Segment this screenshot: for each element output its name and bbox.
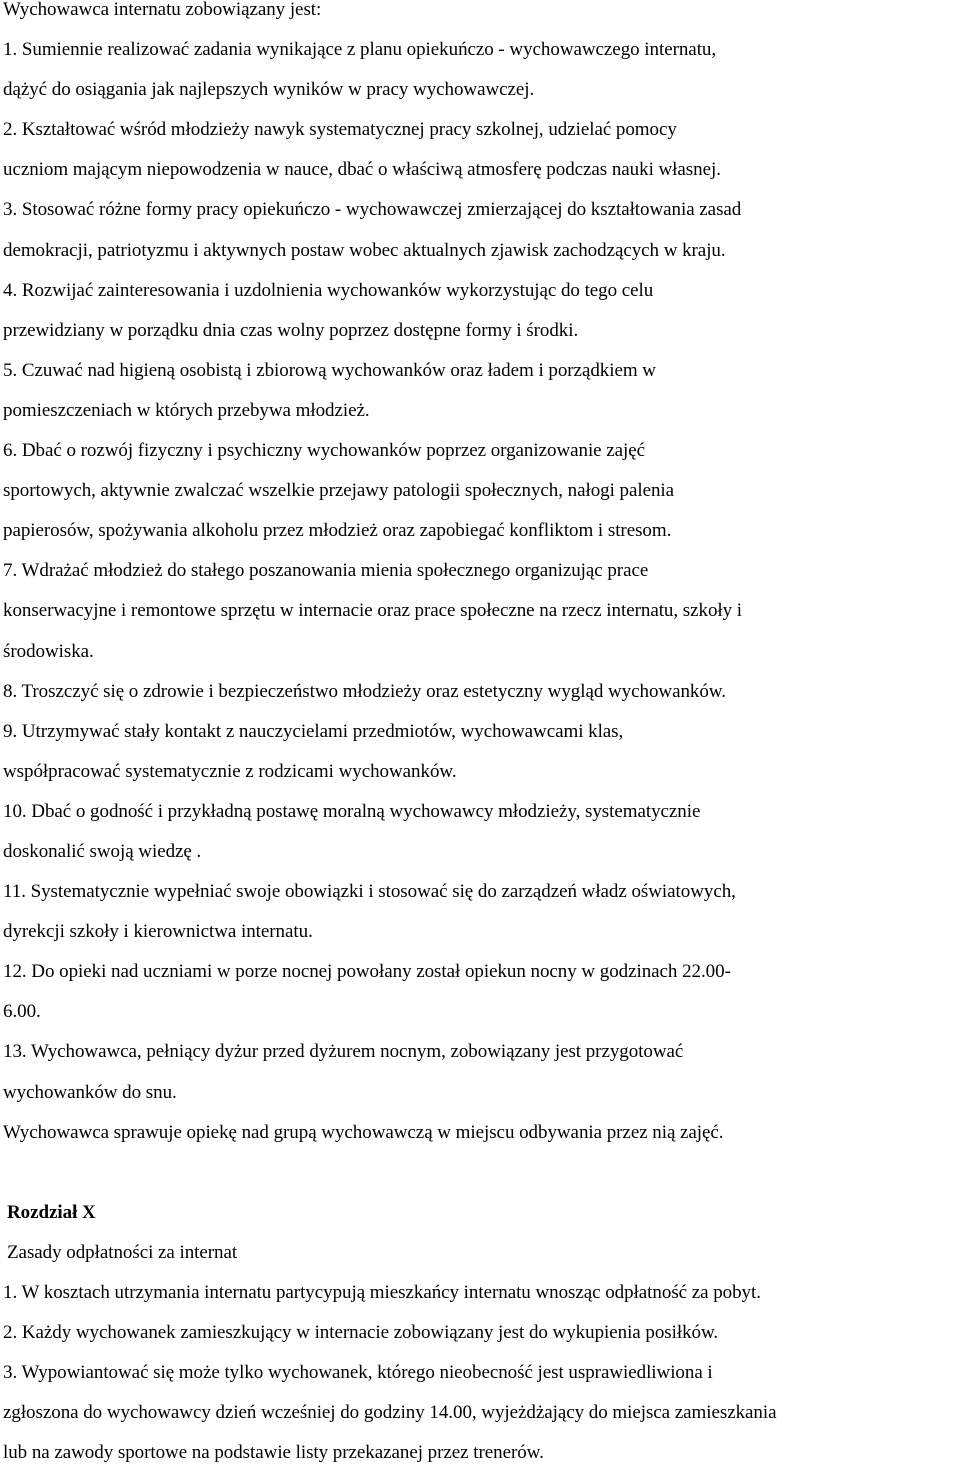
chapter-items-list xyxy=(3,1273,957,1473)
duty-item-line: 8. Troszczyć się o zdrowie i bezpieczeństwo młodzieży oraz estetyczny wygląd wychowanków. xyxy=(3,680,726,702)
payment-rule-item xyxy=(3,1273,957,1313)
payment-rule-item-line: 1. W kosztach utrzymania internatu partycypują mieszkańcy internatu wnosząc odpłatność za pobyt. xyxy=(3,1281,761,1303)
duty-item-line: 5. Czuwać nad higieną osobistą i zbiorową wychowanków oraz ładem i porządkiem w xyxy=(3,359,656,381)
duty-item-line: 6. Dbać o rozwój fizyczny i psychiczny wychowanków poprzez organizowanie zajęć xyxy=(3,440,646,462)
duty-item-line: demokracji, patriotyzmu i aktywnych postaw wobec aktualnych zjawisk zachodzących w kraju. xyxy=(3,239,726,261)
duty-item xyxy=(3,271,957,351)
chapter-title: Rozdział X xyxy=(7,1201,96,1223)
document xyxy=(3,0,957,1473)
duty-item-line: 9. Utrzymywać stały kontakt z nauczycielami przedmiotów, wychowawcami klas, xyxy=(3,720,624,742)
duty-item-line: doskonalić swoją wiedzę . xyxy=(3,840,202,862)
duty-item-line: 3. Stosować różne formy pracy opiekuńczo - wychowawczej zmierzającej do kształtowania zasad xyxy=(3,199,742,221)
duty-item-line: przewidziany w porządku dnia czas wolny poprzez dostępne formy i środki. xyxy=(3,319,579,341)
duty-item xyxy=(3,672,957,712)
duty-item-line: 2. Kształtować wśród młodzieży nawyk systematycznej pracy szkolnej, udzielać pomocy xyxy=(3,119,677,141)
duty-item xyxy=(3,30,957,110)
duty-item-line: 1. Sumiennie realizować zadania wynikające z planu opiekuńczo - wychowawczego internatu, xyxy=(3,39,717,61)
duty-item-line: 12. Do opieki nad uczniami w porze nocnej powołany został opiekun nocny w godzinach 22.00- xyxy=(3,961,731,983)
duty-item-line: środowiska. xyxy=(3,640,94,662)
duty-item xyxy=(3,1032,957,1112)
duties-list xyxy=(3,30,957,1113)
intro-text: Wychowawca internatu zobowiązany jest: xyxy=(3,0,322,20)
section-gap xyxy=(3,1153,957,1193)
duty-item-line: konserwacyjne i remontowe sprzętu w internacie oraz prace społeczne na rzecz internatu, szkoły i xyxy=(3,600,743,622)
duty-item-line: 11. Systematycznie wypełniać swoje obowiązki i stosować się do zarządzeń władz oświatowych, xyxy=(3,881,736,903)
duty-item xyxy=(3,952,957,1032)
duty-item xyxy=(3,431,957,551)
duty-item-line: 13. Wychowawca, pełniący dyżur przed dyżurem nocnym, zobowiązany jest przygotować xyxy=(3,1041,684,1063)
duty-item xyxy=(3,351,957,431)
duty-item-line: dyrekcji szkoły i kierownictwa internatu. xyxy=(3,921,313,943)
duty-item-line: współpracować systematycznie z rodzicami wychowanków. xyxy=(3,760,457,782)
duty-item xyxy=(3,792,957,872)
payment-rule-item-line: 2. Każdy wychowanek zamieszkujący w internacie zobowiązany jest do wykupienia posiłków. xyxy=(3,1322,719,1343)
payment-rule-item-line: 3. Wypowiantować się może tylko wychowanek, którego nieobecność jest usprawiedliwiona i xyxy=(3,1362,713,1384)
duty-item-line: 7. Wdrażać młodzież do stałego poszanowania mienia społecznego organizując prace xyxy=(3,560,649,582)
duty-item-line: 10. Dbać o godność i przykładną postawę moralną wychowawcy młodzieży, systematycznie xyxy=(3,800,701,822)
duty-item-line: uczniom mającym niepowodzenia w nauce, dbać o właściwą atmosferę podczas nauki własnej. xyxy=(3,159,721,181)
duty-item-line: papierosów, spożywania alkoholu przez młodzież oraz zapobiegać konfliktom i stresom. xyxy=(3,520,672,542)
duty-item-line: 4. Rozwijać zainteresowania i uzdolnienia wychowanków wykorzystując do tego celu xyxy=(3,279,654,301)
duty-item xyxy=(3,872,957,952)
duty-item-line: pomieszczeniach w których przebywa młodzież. xyxy=(3,399,370,421)
duty-item xyxy=(3,551,957,671)
duty-item xyxy=(3,712,957,792)
duty-item-line: 6.00. xyxy=(3,1001,41,1023)
chapter-subtitle: Zasady odpłatności za internat xyxy=(7,1241,238,1263)
payment-rule-item xyxy=(3,1353,957,1473)
duty-item-line: wychowanków do snu. xyxy=(3,1081,177,1103)
duty-item xyxy=(3,110,957,190)
closing-text: Wychowawca sprawuje opiekę nad grupą wychowawczą w miejscu odbywania przez nią zajęć. xyxy=(3,1121,724,1143)
payment-rule-item-line: zgłoszona do wychowawcy dzień wcześniej do godziny 14.00, wyjeżdżający do miejsca zamieszkania xyxy=(3,1402,777,1424)
duty-item-line: dążyć do osiągania jak najlepszych wyników w pracy wychowawczej. xyxy=(3,79,535,101)
payment-rule-item xyxy=(3,1313,957,1353)
duty-item xyxy=(3,190,957,270)
payment-rule-item-line: lub na zawody sportowe na podstawie listy przekazanej przez trenerów. xyxy=(3,1442,544,1464)
duty-item-line: sportowych, aktywnie zwalczać wszelkie przejawy patologii społecznych, nałogi palenia xyxy=(3,480,675,502)
